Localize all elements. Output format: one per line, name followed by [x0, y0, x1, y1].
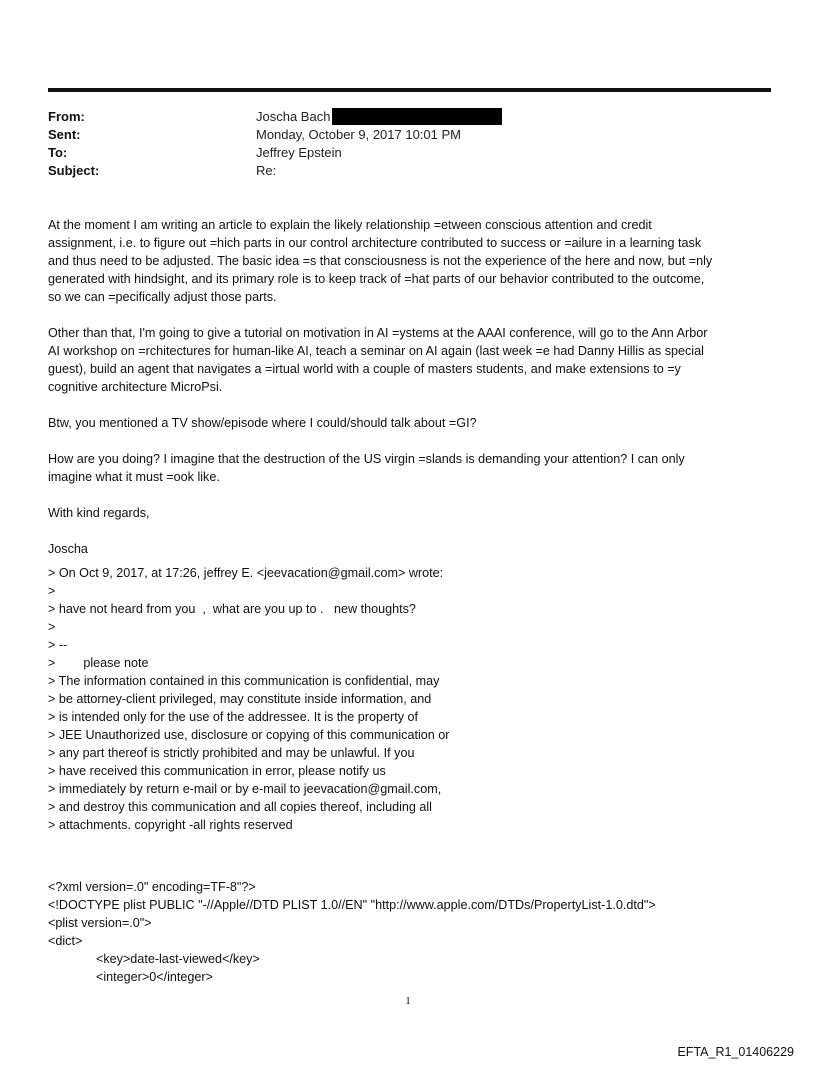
to-row [48, 144, 768, 162]
xml-block [48, 878, 772, 986]
body-line: imagine what it must =ook like. [48, 470, 220, 484]
quoted-line: > and destroy this communication and all copies thereof, including all [48, 800, 432, 814]
body-line: At the moment I am writing an article to explain the likely relationship =etween conscious attention and credit [48, 218, 652, 232]
document-id: EFTA_R1_01406229 [677, 1045, 794, 1059]
quoted-line: > [48, 620, 56, 634]
email-header [48, 108, 768, 180]
to-value: Jeffrey Epstein [256, 145, 342, 160]
quoted-line: > The information contained in this communication is confidential, may [48, 674, 440, 688]
body-line: With kind regards, [48, 506, 150, 520]
paragraph-2 [48, 324, 772, 396]
paragraph-4 [48, 450, 772, 486]
xml-line: <dict> [48, 934, 83, 948]
quoted-line: > immediately by return e-mail or by e-mail to jeevacation@gmail.com, [48, 782, 442, 796]
quoted-line: > please note [48, 656, 149, 670]
paragraph-3 [48, 414, 772, 432]
quoted-line: > is intended only for the use of the addressee. It is the property of [48, 710, 418, 724]
from-row [48, 108, 768, 126]
subject-value: Re: [256, 163, 277, 178]
sent-label: Sent: [48, 127, 81, 142]
to-label: To: [48, 145, 68, 160]
sent-value: Monday, October 9, 2017 10:01 PM [256, 127, 461, 142]
body-line: AI workshop on =rchitectures for human-like AI, teach a seminar on AI again (last week =e had Danny Hillis as special [48, 344, 704, 358]
xml-line: <?xml version=.0" encoding=TF-8"?> [48, 880, 256, 894]
from-label: From: [48, 109, 85, 124]
body-line: How are you doing? I imagine that the destruction of the US virgin =slands is demanding your attention? I can only [48, 452, 685, 466]
xml-line: <key>date-last-viewed</key> [96, 952, 260, 966]
body-line: Btw, you mentioned a TV show/episode where I could/should talk about =GI? [48, 416, 477, 430]
quoted-line: > have not heard from you , what are you up to . new thoughts? [48, 602, 416, 616]
signature [48, 540, 772, 558]
body-line: cognitive architecture MicroPsi. [48, 380, 223, 394]
quoted-line: > JEE Unauthorized use, disclosure or copying of this communication or [48, 728, 450, 742]
xml-line: <integer>0</integer> [96, 970, 213, 984]
from-name: Joscha Bach [256, 109, 331, 124]
subject-row [48, 162, 768, 180]
sent-row [48, 126, 768, 144]
xml-line: <!DOCTYPE plist PUBLIC "-//Apple//DTD PLIST 1.0//EN" "http://www.apple.com/DTDs/PropertyList-1.0.dtd"> [48, 898, 656, 912]
quoted-message [48, 564, 772, 834]
quoted-line: > attachments. copyright -all rights reserved [48, 818, 293, 832]
redaction-box [332, 108, 502, 125]
paragraph-1 [48, 216, 772, 306]
body-line: guest), build an agent that navigates a =irtual world with a couple of masters students, and make extensions to =y [48, 362, 681, 376]
body-line: assignment, i.e. to figure out =hich parts in our control architecture contributed to success or =ailure in a learning task [48, 236, 702, 250]
quoted-line: > any part thereof is strictly prohibited and may be unlawful. If you [48, 746, 415, 760]
quoted-line: > be attorney-client privileged, may constitute inside information, and [48, 692, 432, 706]
quoted-line: > -- [48, 638, 68, 652]
body-line: so we can =pecifically adjust those parts. [48, 290, 277, 304]
header-rule [48, 88, 771, 92]
body-line: and thus need to be adjusted. The basic idea =s that consciousness is not the experience of the here and now, but =nly [48, 254, 713, 268]
subject-label: Subject: [48, 163, 100, 178]
body-line: generated with hindsight, and its primary role is to keep track of =hat parts of our behavior contributed to the outcome, [48, 272, 705, 286]
quoted-line: > On Oct 9, 2017, at 17:26, jeffrey E. <jeevacation@gmail.com> wrote: [48, 566, 444, 580]
closing [48, 504, 772, 522]
from-value [256, 108, 502, 126]
body-line: Other than that, I'm going to give a tutorial on motivation in AI =ystems at the AAAI conference, will go to the Ann Arbor [48, 326, 708, 340]
body-line: Joscha [48, 542, 88, 556]
page-number: 1 [405, 995, 411, 1007]
xml-line: <plist version=.0"> [48, 916, 152, 930]
quoted-line: > have received this communication in error, please notify us [48, 764, 386, 778]
email-body [48, 216, 772, 576]
quoted-line: > [48, 584, 56, 598]
